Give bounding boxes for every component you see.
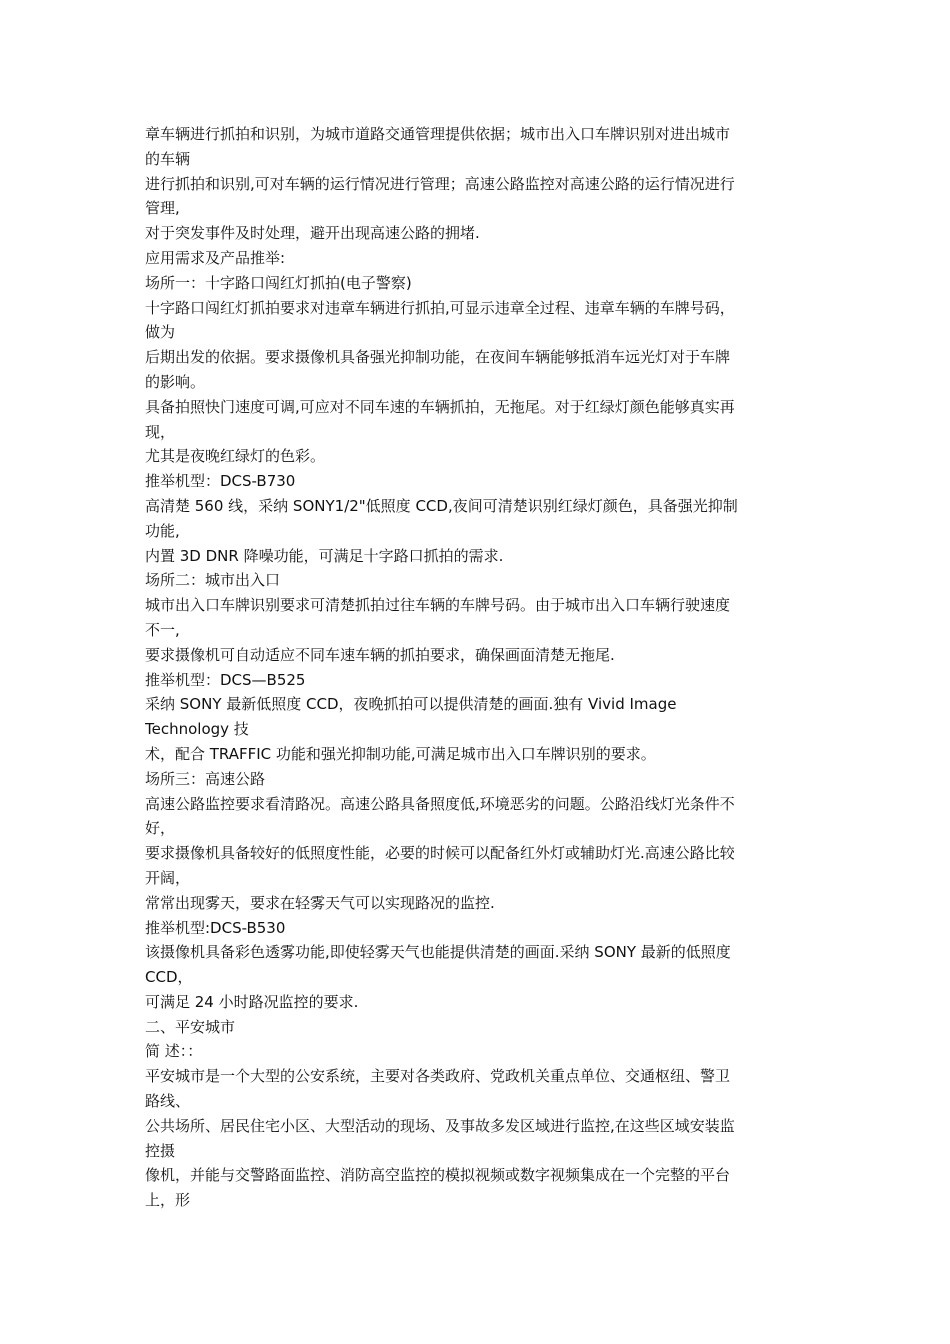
text-line: 进行抓拍和识别,可对车辆的运行情况进行管理；高速公路监控对高速公路的运行情况进行 (145, 174, 735, 193)
text-line: 尤其是夜晚红绿灯的色彩。 (145, 447, 326, 466)
text-line: 开阔， (145, 868, 191, 887)
text-line: 功能, (145, 521, 180, 540)
text-line: 现， (145, 422, 176, 441)
text-line: 要求摄像机可自动适应不同车速车辆的抓拍要求，确保画面清楚无拖尾. (145, 645, 615, 664)
text-line: 好， (145, 819, 176, 838)
text-line: 常常出现雾天，要求在轻雾天气可以实现路况的监控. (145, 893, 495, 912)
text-line: 高清楚 560 线，采纳 SONY1/2"低照度 CCD,夜间可清楚识别红绿灯颜色，具备强光抑制 (145, 496, 738, 515)
text-line: 城市出入口车牌识别要求可清楚抓拍过往车辆的车牌号码。由于城市出入口车辆行驶速度 (145, 596, 731, 615)
text-line: 不一, (145, 620, 180, 639)
text-line: 场所二：城市出入口 (145, 571, 281, 590)
text-line: 控摄 (145, 1141, 176, 1160)
text-line: Technology 技 (145, 720, 249, 739)
text-line: 十字路口闯红灯抓拍要求对违章车辆进行抓拍,可显示违章全过程、违章车辆的车牌号码， (145, 298, 735, 317)
text-line: 的影响。 (145, 372, 206, 391)
text-line: 应用需求及产品推举: (145, 248, 286, 267)
text-line: 场所一：十字路口闯红灯抓拍(电子警察) (145, 273, 412, 292)
text-line: 平安城市是一个大型的公安系统，主要对各类政府、党政机关重点单位、交通枢纽、警卫 (145, 1067, 731, 1086)
text-line: 章车辆进行抓拍和识别，为城市道路交通管理提供依据；城市出入口车牌识别对进出城市 (145, 125, 731, 143)
text-line: 对于突发事件及时处理，避开出现高速公路的拥堵. (145, 224, 480, 243)
text-line: 该摄像机具备彩色透雾功能,即使轻雾天气也能提供清楚的画面.采纳 SONY 最新的低照度 (145, 943, 731, 962)
text-line: 二、平安城市 (145, 1017, 236, 1036)
text-line: 采纳 SONY 最新低照度 CCD，夜晚抓拍可以提供清楚的画面.独有 Vivid Image (145, 695, 677, 714)
text-line: 像机，并能与交警路面监控、消防高空监控的模拟视频或数字视频集成在一个完整的平台 (145, 1166, 731, 1185)
text-line: 场所三：高速公路 (145, 769, 266, 788)
text-line: 要求摄像机具备较好的低照度性能，必要的时候可以配备红外灯或辅助灯光.高速公路比较 (145, 844, 735, 863)
text-line: 管理, (145, 199, 180, 218)
text-line: 的车辆 (145, 149, 191, 168)
text-line: 推举机型：DCS-B730 (145, 472, 296, 491)
text-line: 具备拍照快门速度可调,可应对不同车速的车辆抓拍，无拖尾。对于红绿灯颜色能够真实再 (145, 397, 735, 416)
text-line: 后期出发的依据。要求摄像机具备强光抑制功能，在夜间车辆能够抵消车远光灯对于车牌 (145, 348, 731, 367)
text-line: 推举机型：DCS—B525 (145, 670, 306, 689)
text-line: 做为 (145, 323, 176, 342)
text-line: 推举机型:DCS-B530 (145, 918, 286, 937)
text-line: 术，配合 TRAFFIC 功能和强光抑制功能,可满足城市出入口车牌识别的要求。 (145, 744, 656, 763)
text-line: 简 述：： (145, 1042, 203, 1061)
text-line: CCD， (145, 968, 193, 987)
text-line: 路线、 (145, 1092, 191, 1111)
document-body (145, 122, 810, 1213)
text-line: 上，形 (145, 1191, 191, 1210)
text-line: 可满足 24 小时路况监控的要求. (145, 992, 359, 1011)
text-line: 高速公路监控要求看清路况。高速公路具备照度低,环境恶劣的问题。公路沿线灯光条件不 (145, 794, 735, 813)
text-line: 公共场所、居民住宅小区、大型活动的现场、及事故多发区域进行监控,在这些区域安装监 (145, 1116, 735, 1135)
text-line: 内置 3D DNR 降噪功能，可满足十字路口抓拍的需求. (145, 546, 504, 565)
